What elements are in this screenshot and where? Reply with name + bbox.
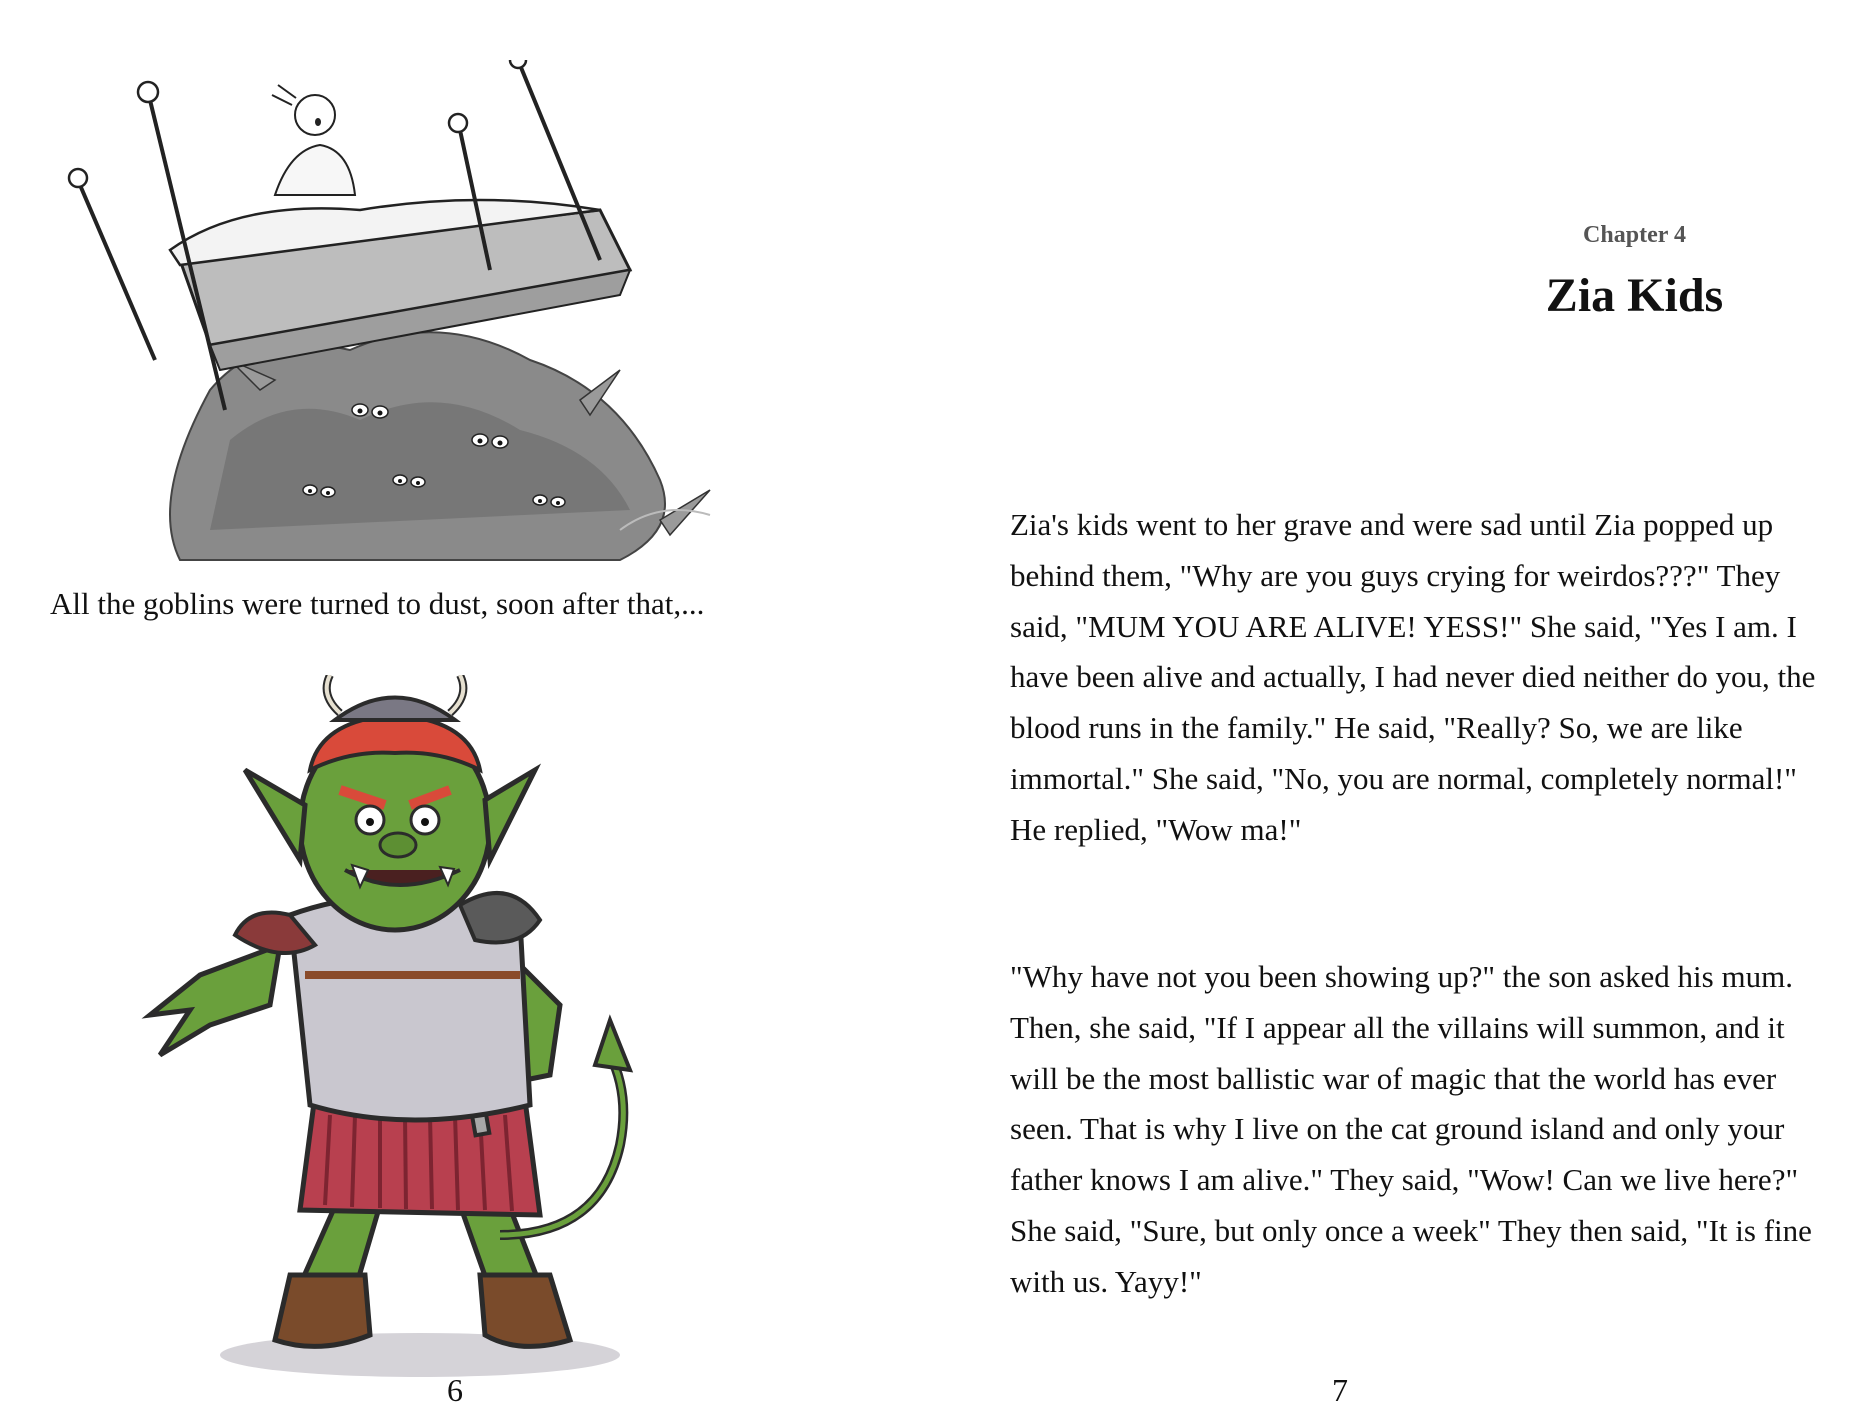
body-paragraph: "Why have not you been showing up?" the son asked his mum. Then, she said, "If I appear all the villains will summon, and it will be the most ballistic war of magic that the world has ever seen. That is why I live on the cat ground island and only your father knows I am alive." They said, "Wow! Can we live here?" She said, "Sure, but only once a week" They then said, "It is fine with us. Yayy!" [1010,959,1812,1299]
illustration-caption: All the goblins were turned to dust, soon after that,... [50,586,705,621]
page-number: 7 [1332,1372,1348,1408]
goblin-warrior-illustration [140,675,680,1380]
chapter-label-text: Chapter 4 [1583,222,1686,248]
chapter-title-text: Zia Kids [1545,269,1724,322]
chapter-title [930,268,1859,323]
right-page [930,0,1859,1423]
body-paragraph: Zia's kids went to her grave and were sad until Zia popped up behind them, "Why are you guys crying for weirdos???" They said, "MUM YOU ARE ALIVE! YESS!" She said, "Yes I am. I have been alive and actually, I had never died neither do you, the blood runs in the family." He said, "Really? So, we are like immortal." She said, "No, you are normal, completely normal!" He replied, "Wow ma!" [1010,507,1816,847]
bed-on-goblins-illustration [60,60,760,580]
chapter-label [930,222,1859,249]
page-number: 6 [447,1372,463,1408]
